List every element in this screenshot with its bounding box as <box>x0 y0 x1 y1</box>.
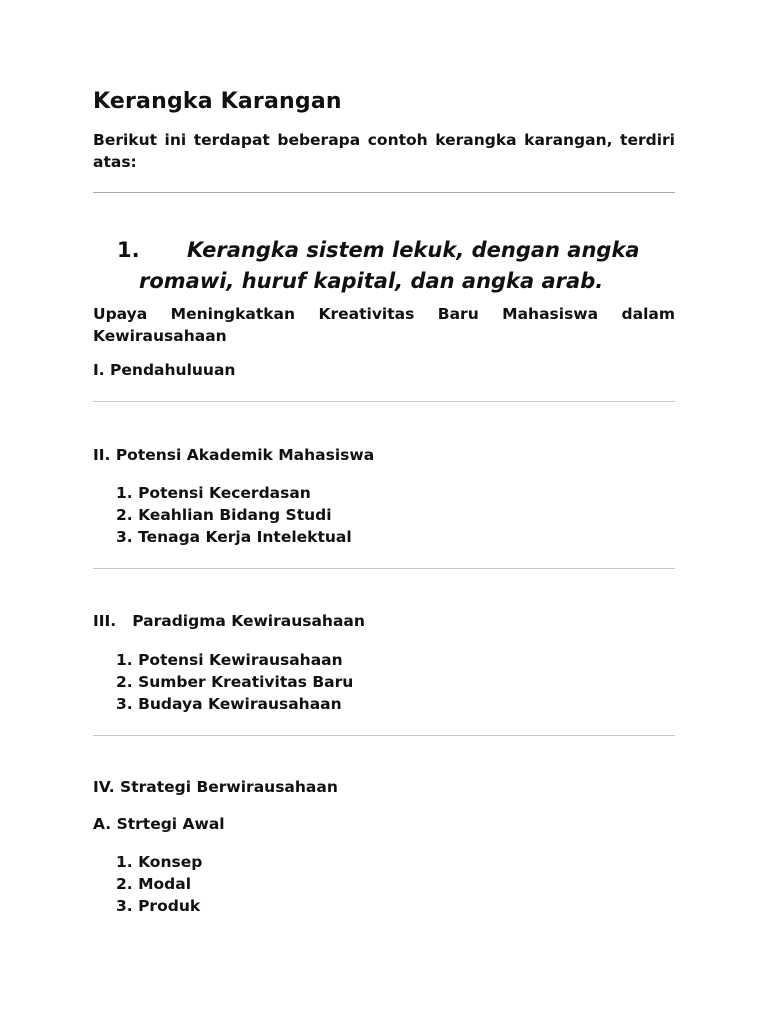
heading-line-2: romawi, huruf kapital, dan angka arab. <box>139 269 604 293</box>
list-item: 2. Sumber Kreativitas Baru <box>116 673 354 691</box>
document-title: Kerangka Karangan <box>93 89 342 114</box>
section-3-list <box>116 649 353 715</box>
section-text: Paradigma Kewirausahaan <box>132 612 365 630</box>
divider <box>93 568 675 569</box>
section-2-list <box>116 482 352 548</box>
section-4-list <box>116 851 202 917</box>
list-item: 2. Modal <box>116 875 192 893</box>
section-label-3 <box>93 612 365 630</box>
list-item: 3. Tenaga Kerja Intelektual <box>116 528 352 546</box>
section-numeral: III. <box>93 612 117 630</box>
heading-number: 1. <box>117 238 140 262</box>
section-label-4: IV. Strategi Berwirausahaan <box>93 778 338 796</box>
divider <box>93 401 675 402</box>
divider <box>93 735 675 736</box>
divider <box>93 192 675 193</box>
list-item: 1. Konsep <box>116 853 203 871</box>
list-item: 1. Potensi Kecerdasan <box>116 484 311 502</box>
list-item: 1. Potensi Kewirausahaan <box>116 651 343 669</box>
sub-section-label: A. Strtegi Awal <box>93 815 225 833</box>
list-item: 3. Produk <box>116 897 201 915</box>
section-label-2: II. Potensi Akademik Mahasiswa <box>93 446 375 464</box>
heading-line-1: Kerangka sistem lekuk, dengan angka <box>187 238 640 262</box>
intro-paragraph: Berikut ini terdapat beberapa contoh kerangka karangan, terdiri atas: <box>93 131 675 171</box>
topic-paragraph: Upaya Meningkatkan Kreativitas Baru Mahasiswa dalam Kewirausahaan <box>93 305 675 345</box>
list-item: 3. Budaya Kewirausahaan <box>116 695 342 713</box>
section-heading <box>93 235 675 297</box>
section-label-1: I. Pendahuluuan <box>93 361 236 379</box>
list-item: 2. Keahlian Bidang Studi <box>116 506 332 524</box>
